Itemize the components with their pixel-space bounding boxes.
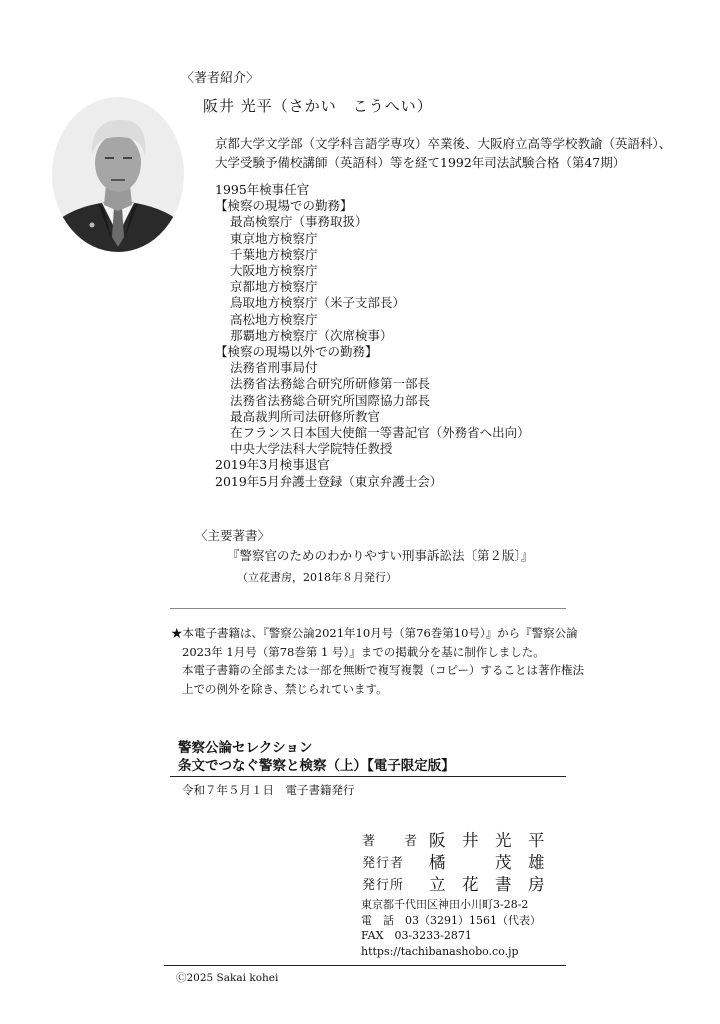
credit-name-publisher: 橘 茂 雄 xyxy=(429,853,545,872)
works-publisher: （立花書房，2018年８月発行） xyxy=(237,571,397,584)
series-title: 警察公論セレクション xyxy=(178,740,313,756)
credit-name-house: 立 花 書 房 xyxy=(429,875,545,894)
credit-name-author: 阪 井 光 平 xyxy=(429,831,545,850)
notice-line: 本電子書籍の全部または一部を無断で複写複製（コピー）することは著作権法 xyxy=(182,663,585,677)
divider xyxy=(164,965,566,966)
works-heading: 〈主要著書〉 xyxy=(195,528,271,543)
book-title: 条文でつなぐ警察と検察（上）【電子限定版】 xyxy=(178,758,455,774)
author-photo xyxy=(52,97,184,252)
career-entry: 在フランス日本国大使館一等書記官（外務省へ出向） xyxy=(230,425,530,441)
career-section: 2019年3月検事退官 xyxy=(215,457,330,473)
career-entry: 最高裁判所司法研修所教官 xyxy=(230,408,381,424)
website-link[interactable]: https://tachibanashobo.co.jp xyxy=(361,944,519,958)
career-section: 【検察の現場以外での勤務】 xyxy=(215,344,378,360)
publication-date: 令和７年５月１日 電子書籍発行 xyxy=(182,783,355,797)
career-section: 1995年検事任官 xyxy=(215,182,310,197)
divider xyxy=(170,776,566,777)
author-bio xyxy=(215,134,671,172)
career-list xyxy=(215,182,530,490)
credit-role-author: 著 者 xyxy=(362,834,419,849)
copyright-notice xyxy=(171,624,584,698)
career-entry: 東京地方検察庁 xyxy=(230,230,318,246)
divider xyxy=(170,608,566,609)
credit-role-house: 発行所 xyxy=(362,878,405,893)
career-entry: 最高検察庁（事務取扱） xyxy=(230,214,368,230)
bio-line: 大学受験予備校講師（英語科）等を経て1992年司法試験合格（第47期） xyxy=(215,155,626,170)
career-entry: 法務省法務総合研究所国際協力部長 xyxy=(230,392,431,408)
career-section: 2019年5月弁護士登録（東京弁護士会） xyxy=(215,473,443,489)
works-title: 『警察官のためのわかりやすい刑事訴訟法〔第２版〕』 xyxy=(227,548,534,563)
author-name: 阪井 光平（さかい こうへい） xyxy=(203,97,433,115)
credit-role-publisher: 発行者 xyxy=(362,856,405,871)
address-line: 東京都千代田区神田小川町3-28-2 xyxy=(361,898,529,911)
notice-line: 上での例外を除き、禁じられています。 xyxy=(182,681,388,696)
career-entry: 那覇地方検察庁（次席検事） xyxy=(230,327,393,343)
copyright: Ⓒ2025 Sakai kohei xyxy=(176,972,279,984)
publisher-address xyxy=(361,897,541,959)
career-section: 【検察の現場での勤務】 xyxy=(215,198,353,214)
career-entry: 中央大学法科大学院特任教授 xyxy=(230,441,393,457)
notice-line: ★本電子書籍は、『警察公論2021年10月号（第76巻第10号）』から『警察公論 xyxy=(171,626,578,640)
notice-line: 2023年 1月号（第78巻第 1 号）』までの掲載分を基に制作しました。 xyxy=(182,644,545,659)
career-entry: 法務省法務総合研究所研修第一部長 xyxy=(230,376,431,392)
bio-line: 京都大学文学部（文学科言語学専攻）卒業後、大阪府立高等学校教諭（英語科）、 xyxy=(215,136,672,151)
career-entry: 高松地方検察庁 xyxy=(230,311,318,327)
career-entry: 千葉地方検察庁 xyxy=(230,246,318,262)
author-heading: 〈著者紹介〉 xyxy=(181,71,260,86)
phone-line: 電 話 03（3291）1561（代表） xyxy=(361,913,541,927)
career-entry: 鳥取地方検察庁（米子支部長） xyxy=(230,295,406,311)
career-entry: 京都地方検察庁 xyxy=(230,279,318,295)
career-entry: 法務省刑事局付 xyxy=(230,360,318,376)
career-entry: 大阪地方検察庁 xyxy=(230,263,318,279)
fax-line: FAX 03-3233-2871 xyxy=(361,929,472,942)
